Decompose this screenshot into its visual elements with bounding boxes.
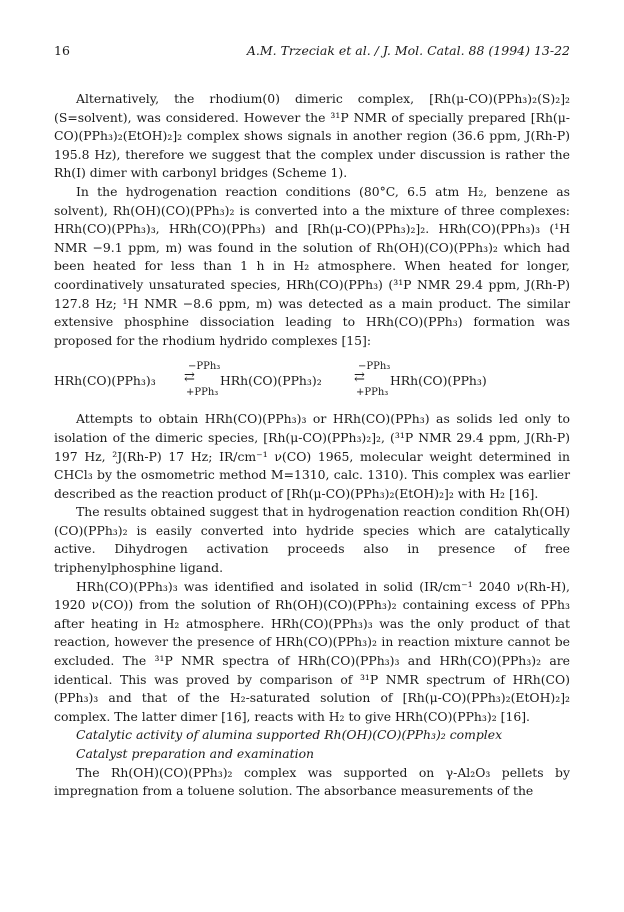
paragraph: HRh(CO)(PPh₃)₃ was identified and isolated in solid (IR/cm⁻¹ 2040 ν(Rh-H), 1920 ν(CO)) from the solution of Rh(OH)(CO)(PPh₃)₂ containing excess of PPh₃ after heating in H₂ atmosphere. HRh(CO)(PPh₃)₃ was the only product of that reaction, however the presence of HRh(CO)(PPh₃)₂ in reaction mixture cannot be excluded. The ³¹P NMR spectra of HRh(CO)(PPh₃)₃ and HRh(CO)(PPh₃)₂ are identical. This was proved by comparison of ³¹P NMR spectrum of HRh(CO)(PPh₃)₃ and that of the H₂-saturated solution of [Rh(μ-CO)(PPh₃)₂(EtOH)₂]₂ complex. The latter dimer [16], reacts with H₂ to give HRh(CO)(PPh₃)₂ [16]. [54,578,570,724]
arrow-label-top-2: −PPh₃ [358,361,391,373]
equation-species-1: HRh(CO)(PPh₃)₃ [54,373,156,389]
equilibrium-arrow-1: ⇄ [184,370,194,386]
arrow-label-top-1: −PPh₃ [188,361,221,373]
equation-species-3: HRh(CO)(PPh₃) [390,373,487,389]
equilibrium-equation [54,356,570,400]
paragraph: The results obtained suggest that in hydrogenation reaction condition Rh(OH)(CO)(PPh₃)₂ is easily converted into hydride species which are catalytically active. Dihydrogen activation proceeds also in presence of free triphenylphosphine ligand. [54,504,570,576]
arrow-label-bottom-2: +PPh₃ [356,387,389,399]
equilibrium-arrow-2: ⇄ [354,370,364,386]
equation-species-2: HRh(CO)(PPh₃)₂ [220,373,322,389]
paragraph: In the hydrogenation reaction conditions (80°C, 6.5 atm H₂, benzene as solvent), Rh(OH)(CO)(PPh₃)₂ is converted into a the mixture of three complexes: HRh(CO)(PPh₃)₃, HRh(CO)(PPh₃) and [Rh(μ-CO)(PPh₃)₂]₂. HRh(CO)(PPh₃)₃ (¹H NMR −9.1 ppm, m) was found in the solution of Rh(OH)(CO)(PPh₃)₂ which had been heated for less than 1 h in H₂ atmosphere. When heated for longer, coordinatively unsaturated species, HRh(CO)(PPh₃) (³¹P NMR 29.4 ppm, J(Rh-P) 127.8 Hz; ¹H NMR −8.6 ppm, m) was detected as a main product. The similar extensive phosphine dissociation leading to HRh(CO)(PPh₃) formation was proposed for the rhodium hydrido complexes [15]: [54,183,570,348]
journal-citation: A.M. Trzeciak et al. / J. Mol. Catal. 88 (1994) 13-22 [246,43,570,58]
paragraph: The Rh(OH)(CO)(PPh₃)₂ complex was supported on γ-Al₂O₃ pellets by impregnation from a toluene solution. The absorbance measurements of the [54,764,570,799]
paragraph: Attempts to obtain HRh(CO)(PPh₃)₃ or HRh(CO)(PPh₃) as solids led only to isolation of the dimeric species, [Rh(μ-CO)(PPh₃)₂]₂, (³¹P NMR 29.4 ppm, J(Rh-P) 197 Hz, ²J(Rh-P) 17 Hz; IR/cm⁻¹ ν(CO) 1965, molecular weight determined in CHCl₃ by the osmometric method M=1310, calc. 1310). This complex was earlier described as the reaction product of [Rh(μ-CO)(PPh₃)₂(EtOH)₂]₂ with H₂ [16]. [54,411,570,501]
page-number: 16 [54,43,70,58]
subsection-heading: Catalyst preparation and examination [76,746,315,761]
article-body [54,90,570,801]
section-heading: Catalytic activity of alumina supported Rh(OH)(CO)(PPh₃)₂ complex [76,727,503,743]
running-header [54,43,570,61]
paragraph: Alternatively, the rhodium(0) dimeric complex, [Rh(μ-CO)(PPh₃)₂(S)₂]₂ (S=solvent), was considered. However the ³¹P NMR of specially prepared [Rh(μ-CO)(PPh₃)₂(EtOH)₂]₂ complex shows signals in another region (36.6 ppm, J(Rh-P) 195.8 Hz), therefore we suggest that the complex under discussion is rather the Rh(I) dimer with carbonyl bridges (Scheme 1). [54,91,570,181]
arrow-label-bottom-1: +PPh₃ [186,387,219,399]
